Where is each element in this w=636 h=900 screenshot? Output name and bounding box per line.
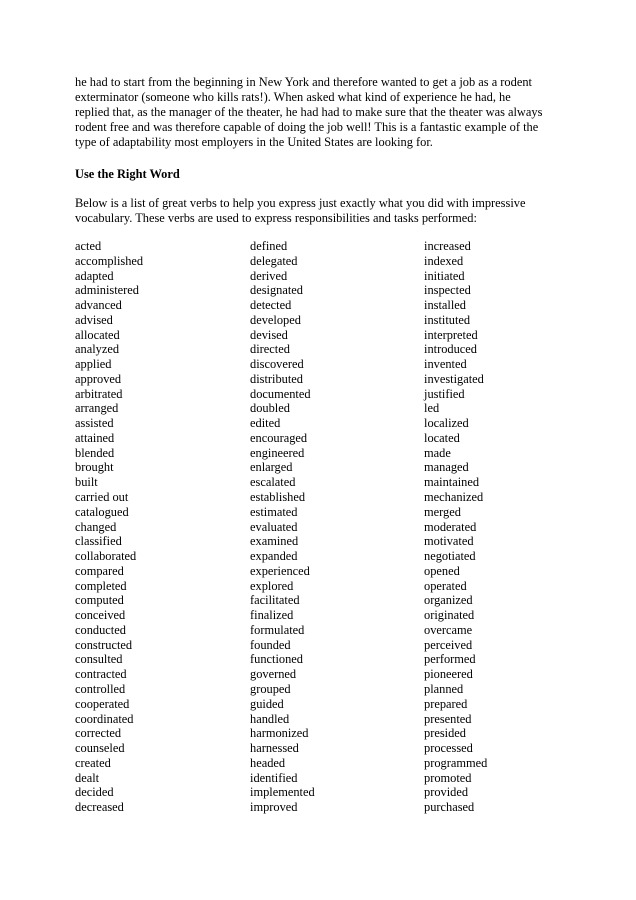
verb-item: advanced [75,298,122,313]
verb-item: mechanized [424,490,484,505]
verb-item: promoted [424,770,472,785]
verb-item: blended [75,445,115,460]
verb-item: merged [424,504,461,519]
verb-item: invented [424,357,467,372]
verb-item: discovered [250,357,304,372]
verb-item: presided [424,726,466,741]
verb-item: provided [424,785,469,800]
verb-column-2 [250,239,424,815]
verb-item: organized [424,593,473,608]
verb-column-1 [75,239,250,815]
verb-item: located [424,430,460,445]
verb-item: built [75,475,98,490]
verb-item: improved [250,800,298,815]
verb-item: changed [75,519,117,534]
verb-item: examined [250,534,299,549]
verb-item: identified [250,770,298,785]
verb-item: computed [75,593,124,608]
verb-item: escalated [250,475,296,490]
verb-item: collaborated [75,549,137,564]
verb-item: facilitated [250,593,300,608]
verb-item: designated [250,283,303,298]
verb-item: initiated [424,268,465,283]
verb-item: allocated [75,327,120,342]
verb-item: overcame [424,622,473,637]
verb-item: arbitrated [75,386,123,401]
verb-item: applied [75,357,112,372]
verb-item: expanded [250,549,298,564]
verb-item: processed [424,741,473,756]
verb-item: harnessed [250,741,299,756]
verb-item: accomplished [75,253,144,268]
verb-item: classified [75,534,122,549]
verb-item: distributed [250,371,303,386]
verb-item: edited [250,416,281,431]
verb-item: operated [424,578,467,593]
verb-item: governed [250,667,297,682]
verb-item: developed [250,312,301,327]
verb-item: formulated [250,622,305,637]
verb-item: opened [424,563,460,578]
verb-item: justified [424,386,465,401]
verb-item: encouraged [250,430,308,445]
verb-item: moderated [424,519,477,534]
verb-item: made [424,445,451,460]
verb-item: analyzed [75,342,120,357]
verb-item: administered [75,283,139,298]
verb-item: estimated [250,504,298,519]
verb-item: assisted [75,416,114,431]
verb-item: counseled [75,741,125,756]
verb-item: led [424,401,440,416]
verb-item: performed [424,652,476,667]
verb-item: cooperated [75,696,130,711]
verb-item: purchased [424,800,475,815]
verb-item: pioneered [424,667,473,682]
verb-item: planned [424,681,464,696]
verb-item: originated [424,608,475,623]
verb-item: explored [250,578,294,593]
verb-item: advised [75,312,113,327]
intro-paragraph: Below is a list of great verbs to help you express just exactly what you did with impressive vocabulary. These verbs are used to express responsibilities and tasks performed: [75,196,526,225]
verb-item: evaluated [250,519,298,534]
verb-item: implemented [250,785,315,800]
verb-item: contracted [75,667,127,682]
verb-column-3 [424,239,565,815]
verb-item: constructed [75,637,133,652]
verb-item: guided [250,696,284,711]
verb-item: approved [75,371,122,386]
section-heading: Use the Right Word [75,167,180,181]
verb-item: documented [250,386,311,401]
verb-item: localized [424,416,469,431]
verb-item: interpreted [424,327,478,342]
verb-item: defined [250,239,288,253]
verb-item: introduced [424,342,477,357]
verb-item: carried out [75,490,129,505]
verb-item: controlled [75,681,126,696]
verb-list [75,239,565,815]
verb-item: motivated [424,534,474,549]
verb-item: increased [424,239,471,253]
verb-item: maintained [424,475,480,490]
verb-item: arranged [75,401,119,416]
verb-item: consulted [75,652,123,667]
verb-item: perceived [424,637,473,652]
verb-item: catalogued [75,504,129,519]
verb-item: doubled [250,401,290,416]
verb-item: devised [250,327,288,342]
verb-item: coordinated [75,711,134,726]
verb-item: brought [75,460,114,475]
verb-item: indexed [424,253,464,268]
verb-item: enlarged [250,460,293,475]
verb-item: engineered [250,445,305,460]
verb-item: conducted [75,622,126,637]
verb-item: experienced [250,563,310,578]
verb-item: corrected [75,726,122,741]
verb-item: prepared [424,696,468,711]
verb-item: finalized [250,608,294,623]
verb-item: installed [424,298,466,313]
verb-item: decreased [75,800,124,815]
verb-item: established [250,490,306,505]
verb-item: founded [250,637,291,652]
verb-item: grouped [250,681,291,696]
verb-item: dealt [75,770,100,785]
verb-item: compared [75,563,124,578]
verb-item: handled [250,711,290,726]
verb-item: harmonized [250,726,309,741]
verb-item: programmed [424,755,488,770]
verb-item: delegated [250,253,298,268]
verb-item: investigated [424,371,484,386]
verb-item: acted [75,239,102,253]
verb-item: conceived [75,608,126,623]
verb-item: created [75,755,111,770]
verb-item: presented [424,711,472,726]
document-page [75,75,565,815]
verb-item: directed [250,342,290,357]
verb-item: managed [424,460,469,475]
verb-item: adapted [75,268,114,283]
verb-item: headed [250,755,286,770]
verb-item: negotiated [424,549,476,564]
verb-item: derived [250,268,288,283]
opening-paragraph: he had to start from the beginning in New York and therefore wanted to get a job as a rodent exterminator (someone who kills rats!). When asked what kind of experience he had, he replied that, as the manager of the theater, he had had to make sure that the theater was always rodent free and was therefore capable of doing the job well! This is a fantastic example of the type of adaptability most employers in the United States are looking for. [75,75,543,149]
verb-item: completed [75,578,127,593]
verb-item: detected [250,298,292,313]
verb-item: functioned [250,652,303,667]
verb-item: inspected [424,283,471,298]
verb-item: instituted [424,312,471,327]
verb-item: decided [75,785,114,800]
verb-item: attained [75,430,115,445]
